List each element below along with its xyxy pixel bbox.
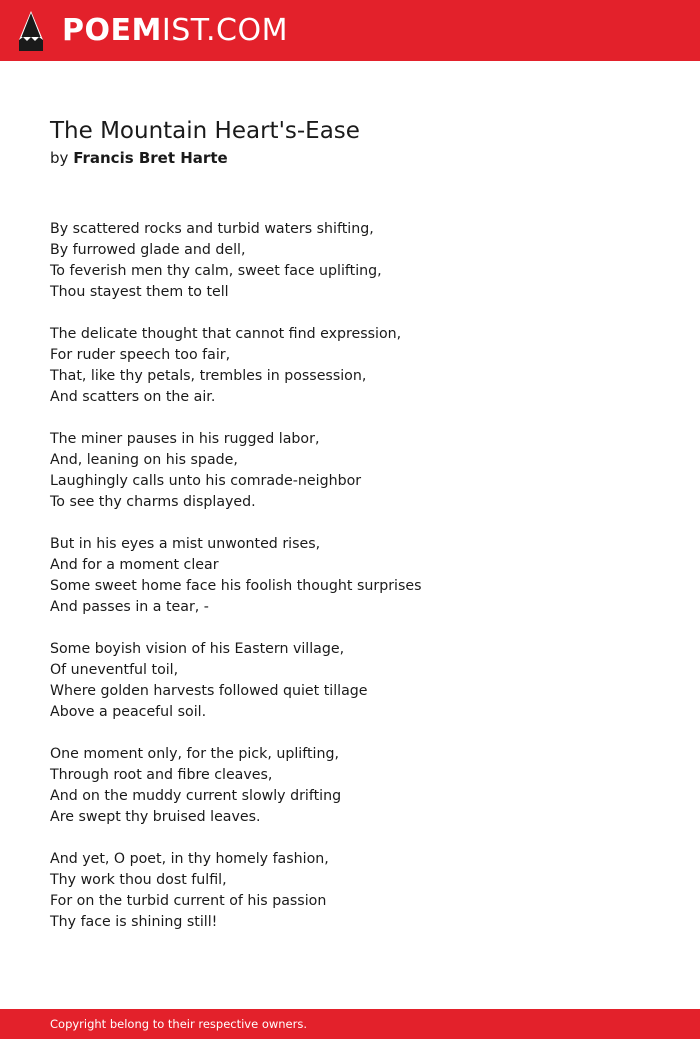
poem-line: The miner pauses in his rugged labor,	[50, 431, 320, 447]
site-footer	[0, 1009, 700, 1039]
poem-line: Through root and fibre cleaves,	[50, 767, 273, 783]
poem-line: For ruder speech too fair,	[50, 347, 231, 363]
poem-line: Thy face is shining still!	[50, 914, 218, 930]
logo-text-bold: POEM	[62, 13, 162, 48]
poem-line: And on the muddy current slowly drifting	[50, 788, 342, 804]
stanza	[50, 324, 650, 408]
poem-line: But in his eyes a mist unwonted rises,	[50, 536, 321, 552]
poem-line: Above a peaceful soil.	[50, 704, 207, 720]
poem-line: Thou stayest them to tell	[50, 284, 229, 300]
poem-line: And, leaning on his spade,	[50, 452, 238, 468]
poem-line: Thy work thou dost fulfil,	[50, 872, 227, 888]
byline-prefix: by	[50, 149, 69, 167]
poem-line: And scatters on the air.	[50, 389, 216, 405]
logo-wordmark	[62, 13, 288, 48]
poem-line: And passes in a tear, -	[50, 599, 209, 615]
poem-byline	[50, 148, 228, 169]
stanza	[50, 219, 650, 303]
poem-line: For on the turbid current of his passion	[50, 893, 327, 909]
stanza	[50, 534, 650, 618]
poem-author: Francis Bret Harte	[73, 149, 228, 167]
poem-line: And for a moment clear	[50, 557, 219, 573]
poem-line: By furrowed glade and dell,	[50, 242, 246, 258]
stanza	[50, 744, 650, 828]
poem-line: The delicate thought that cannot find expression,	[50, 326, 402, 342]
poem-line: Laughingly calls unto his comrade-neighbor	[50, 473, 362, 489]
poem-line: Some boyish vision of his Eastern village,	[50, 641, 345, 657]
poem-line: Are swept thy bruised leaves.	[50, 809, 261, 825]
stanza	[50, 429, 650, 513]
poem-line: And yet, O poet, in thy homely fashion,	[50, 851, 329, 867]
logo-text-light: IST.COM	[161, 13, 288, 48]
poem-line: One moment only, for the pick, uplifting,	[50, 746, 339, 762]
poem-body	[50, 219, 650, 954]
stanza	[50, 849, 650, 933]
poem-line: Of uneventful toil,	[50, 662, 179, 678]
copyright-notice: Copyright belong to their respective owners.	[50, 1017, 308, 1031]
poem-line: By scattered rocks and turbid waters shifting,	[50, 221, 374, 237]
poem-line: Where golden harvests followed quiet tillage	[50, 683, 368, 699]
pencil-tip-icon	[18, 10, 44, 52]
poem-line: That, like thy petals, trembles in possession,	[50, 368, 367, 384]
poem-title: The Mountain Heart's-Ease	[50, 118, 360, 144]
poem-line: To see thy charms displayed.	[50, 494, 256, 510]
poem-line: To feverish men thy calm, sweet face uplifting,	[50, 263, 382, 279]
site-logo[interactable]	[18, 10, 288, 52]
poem-line: Some sweet home face his foolish thought surprises	[50, 578, 422, 594]
stanza	[50, 639, 650, 723]
site-header	[0, 0, 700, 61]
